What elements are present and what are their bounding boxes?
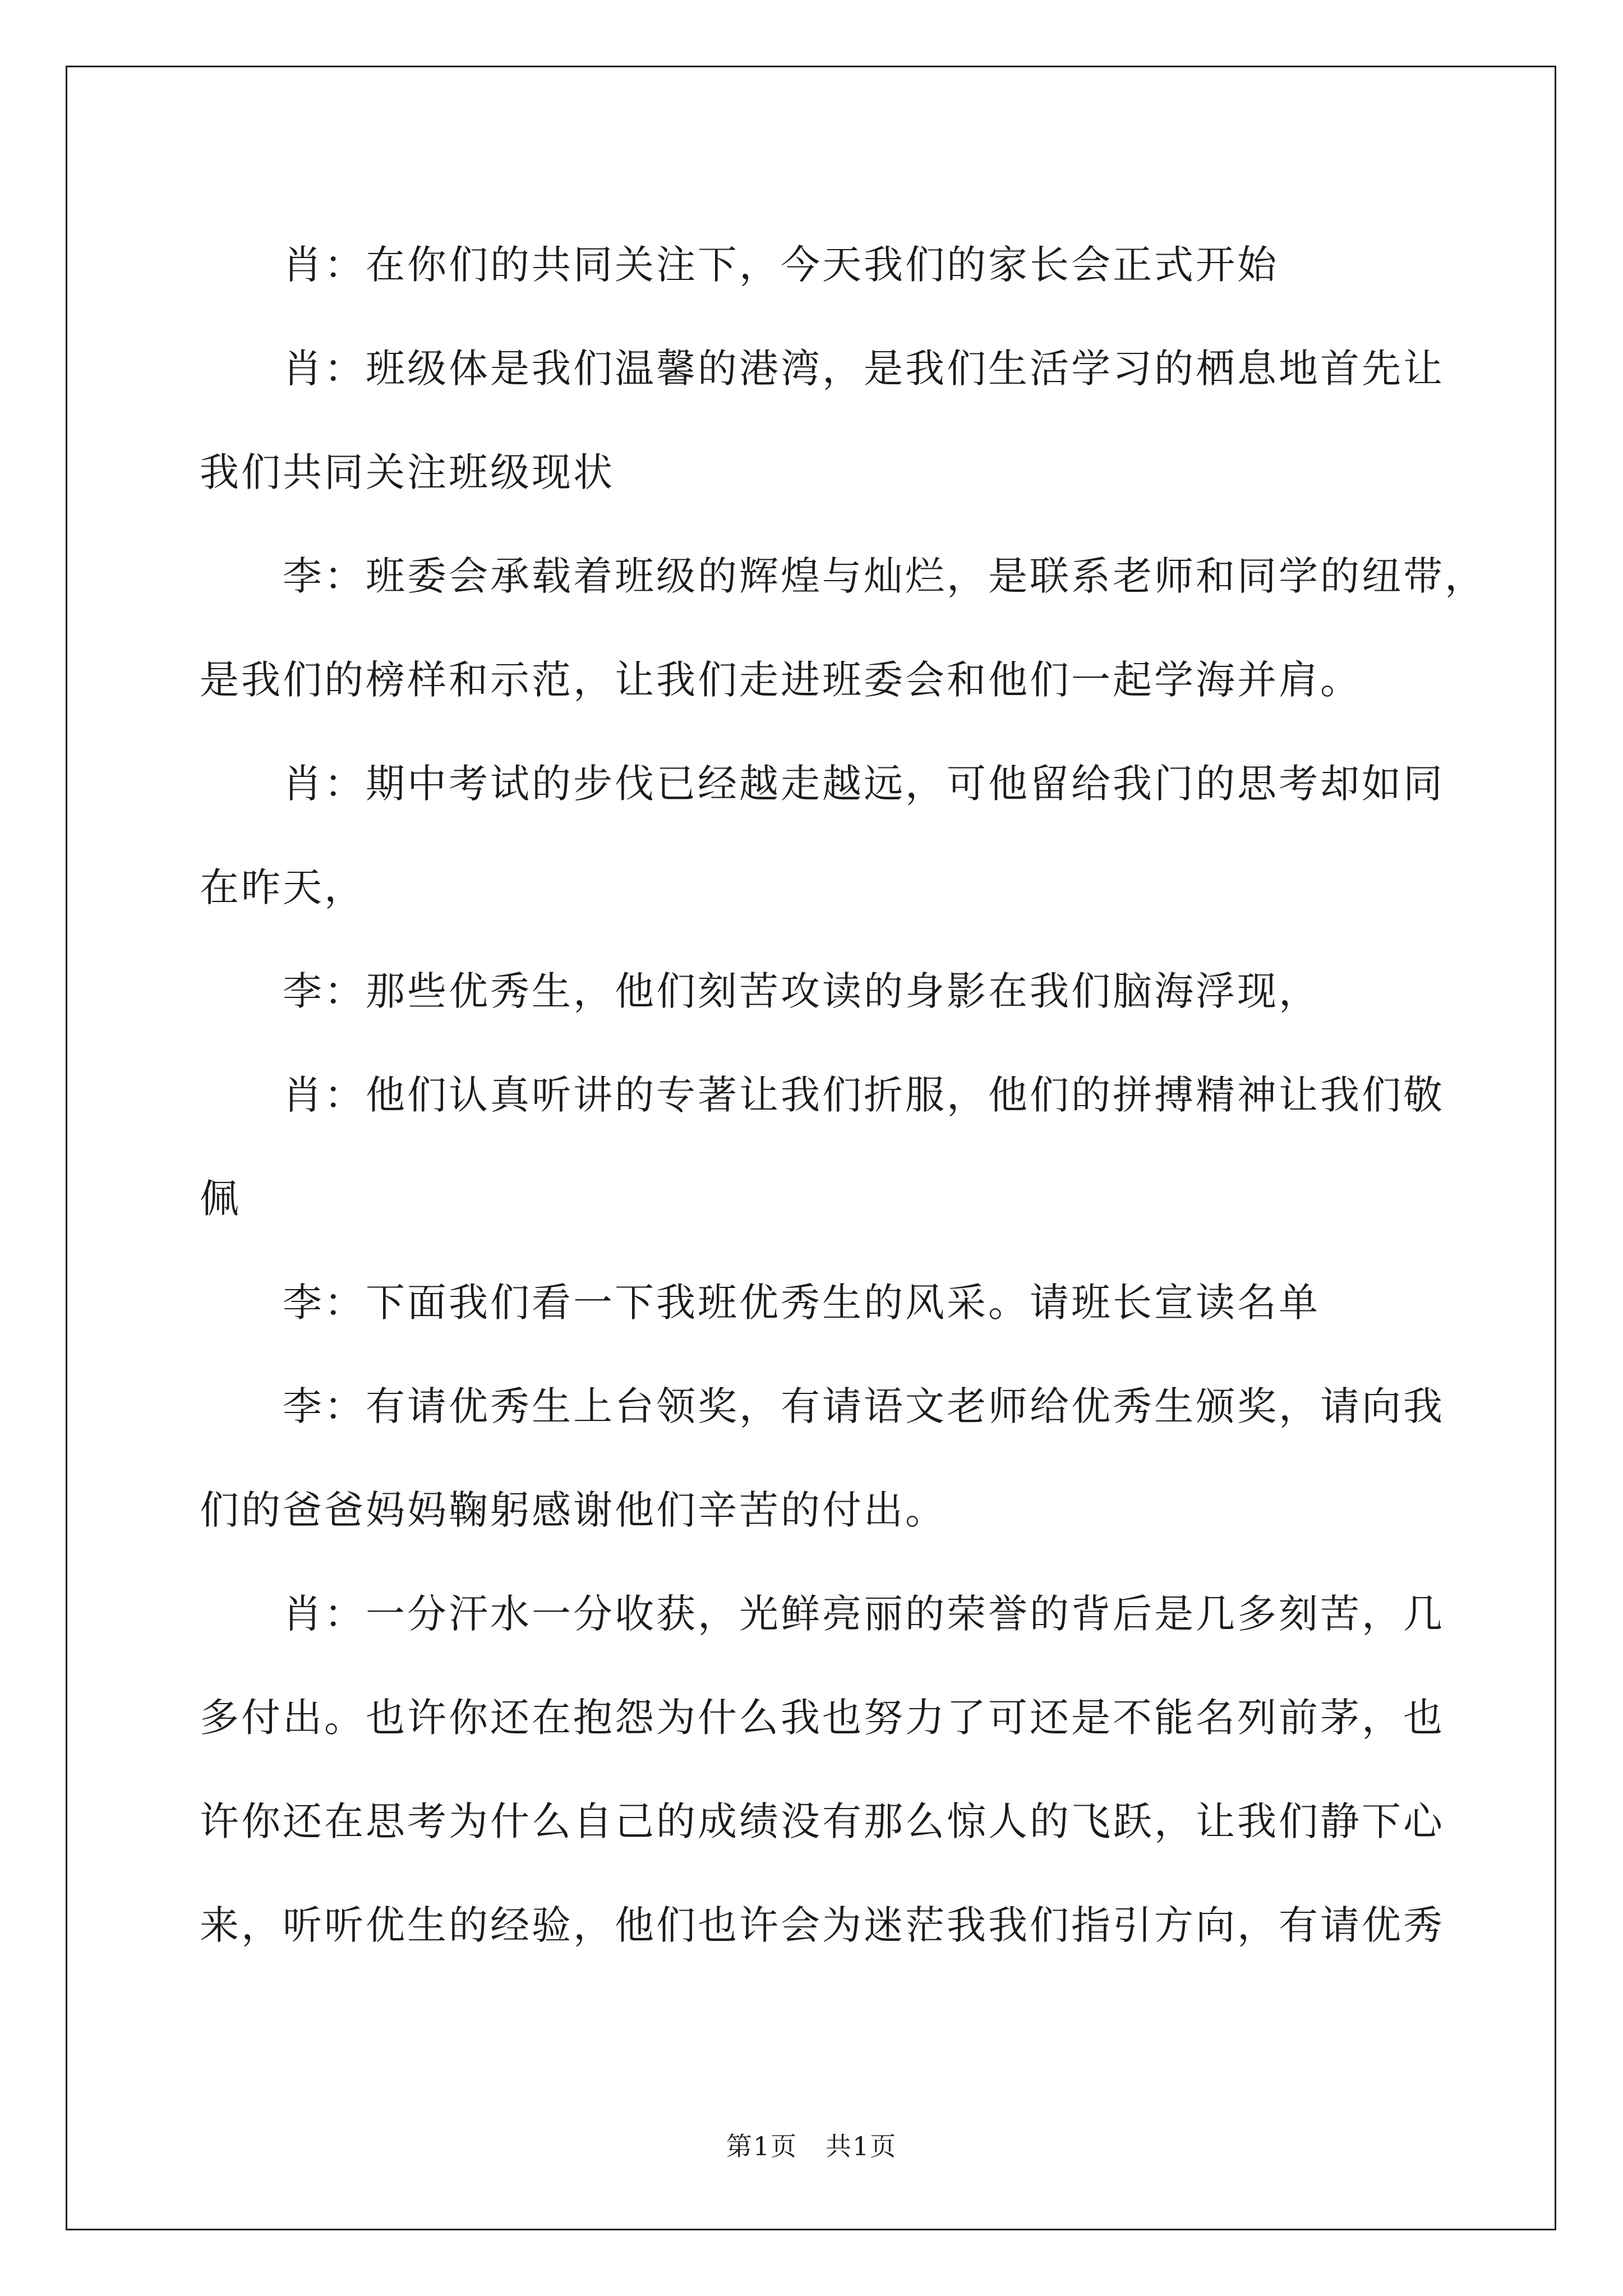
paragraph-line: 肖：一分汗水一分收获，光鲜亮丽的荣誉的背后是几多刻苦，几 [283,1591,1445,1637]
paragraph-line: 是我们的榜样和示范，让我们走进班委会和他们一起学海并肩。 [200,657,1362,703]
paragraph-line: 我们共同关注班级现状 [200,449,615,495]
paragraph-line: 李：有请优秀生上台领奖，有请语文老师给优秀生颁奖，请向我 [283,1383,1445,1429]
paragraph-line: 来，听听优生的经验，他们也许会为迷茫我我们指引方向，有请优秀 [200,1902,1445,1948]
paragraph-line: 肖：班级体是我们温馨的港湾，是我们生活学习的栖息地首先让 [283,346,1445,392]
paragraph [200,732,1445,940]
paragraph-line: 李：下面我们看一下我班优秀生的风采。请班长宣读名单 [283,1280,1320,1326]
paragraph [200,213,1428,317]
paragraph-line: 肖：在你们的共同关注下，今天我们的家长会正式开始 [283,242,1279,288]
paragraph [200,1562,1445,1977]
paragraph-line: 李：班委会承载着班级的辉煌与灿烂，是联系老师和同学的纽带， [283,553,1486,599]
paragraph-line: 佩 [200,1176,241,1222]
paragraph [200,1251,1428,1355]
page-number-current: 第1页 [726,2131,797,2161]
paragraph-line: 李：那些优秀生，他们刻苦攻读的身影在我们脑海浮现， [283,968,1320,1014]
document-body [200,213,1486,1977]
paragraph-line: 肖：他们认真听讲的专著让我们折服，他们的拼搏精神让我们敬 [283,1072,1445,1118]
page-number-total: 共1页 [826,2131,897,2161]
paragraph [200,940,1428,1043]
paragraph-line: 在昨天， [200,864,366,910]
paragraph [200,1043,1445,1251]
page-footer [0,2126,1623,2163]
paragraph [200,1355,1445,1562]
paragraph-line: 肖：期中考试的步伐已经越走越远，可他留给我门的思考却如同 [283,761,1445,807]
paragraph-line: 多付出。也许你还在抱怨为什么我也努力了可还是不能名列前茅，也 [200,1695,1445,1741]
paragraph-line: 们的爸爸妈妈鞠躬感谢他们辛苦的付出。 [200,1487,947,1533]
paragraph-line: 许你还在思考为什么自己的成绩没有那么惊人的飞跃，让我们静下心 [200,1798,1445,1844]
paragraph [200,317,1445,524]
paragraph [200,524,1486,732]
